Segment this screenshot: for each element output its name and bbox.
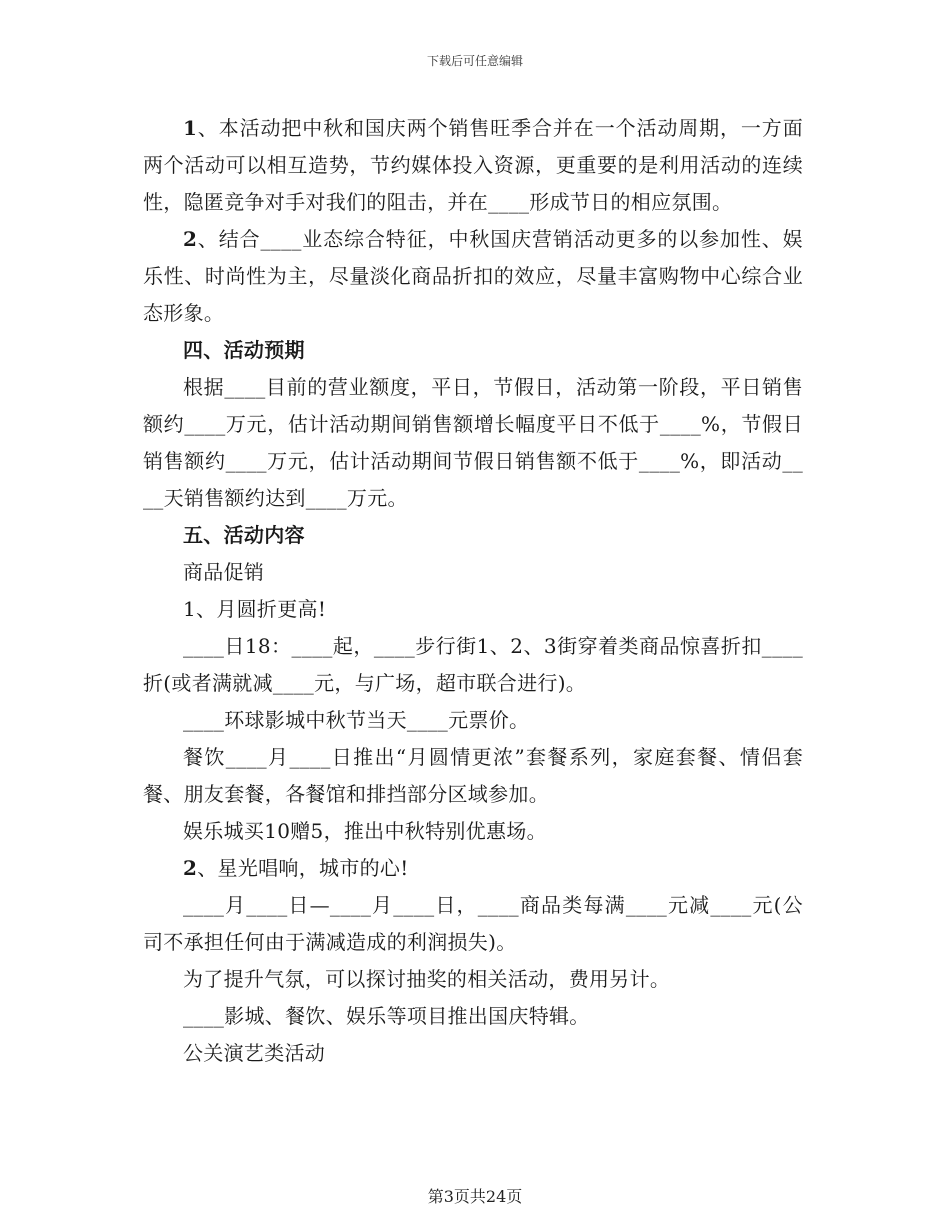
paragraph-1-number: 1 (183, 116, 198, 140)
paragraph-expectation: 根据____目前的营业额度，平日，节假日，活动第一阶段，平日销售额约____万元，估计活动期间销售额增长幅度平日不低于____%，节假日销售额约____万元，估计活动期间节假日销售额不低于____%，即活动____天销售额约达到____万元。 (143, 375, 803, 510)
item-moon-discount: 1、月圆折更高! (183, 597, 327, 621)
paragraph-dining-package: 餐饮____月____日推出“月圆情更浓”套餐系列，家庭套餐、情侣套餐、朋友套餐，各餐馆和排挡部分区域参加。 (143, 745, 803, 806)
paragraph-1-text: 、本活动把中秋和国庆两个销售旺季合并在一个活动周期，一方面两个活动可以相互造势，节约媒体投入资源，更重要的是利用活动的连续性，隐匿竞争对手对我们的阻击，并在____形成节日的相应氛围。 (143, 116, 803, 214)
paragraph-entertainment-offer: 娱乐城买10赠5，推出中秋特别优惠场。 (183, 819, 547, 843)
page-header: 下载后可任意编辑 (426, 54, 523, 68)
item-star-singing-text: 、星光唱响，城市的心! (197, 856, 409, 880)
paragraph-2 (143, 221, 803, 332)
item-star-singing-number: 2 (183, 856, 198, 880)
paragraph-2-text: 、结合____业态综合特征，中秋国庆营销活动更多的以参加性、娱乐性、时尚性为主，尽量淡化商品折扣的效应，尽量丰富购物中心综合业态形象。 (143, 227, 803, 325)
page-footer: 第3页共24页 (427, 1187, 523, 1206)
paragraph-national-special: ____影城、餐饮、娱乐等项目推出国庆特辑。 (183, 1004, 590, 1028)
paragraph-1 (143, 110, 803, 221)
subheading-product-promotion: 商品促销 (183, 560, 265, 584)
paragraph-street-discount: ____日18：____起，____步行街1、2、3街穿着类商品惊喜折扣____折(或者满就减____元，与广场，超市联合进行)。 (143, 634, 803, 695)
document-body (143, 110, 803, 1072)
paragraph-lottery: 为了提升气氛，可以探讨抽奖的相关活动，费用另计。 (183, 967, 671, 991)
paragraph-2-number: 2 (183, 227, 198, 251)
section-heading-content: 五、活动内容 (183, 523, 305, 547)
paragraph-cinema-ticket: ____环球影城中秋节当天____元票价。 (183, 708, 530, 732)
section-heading-expectation: 四、活动预期 (183, 338, 305, 362)
paragraph-spend-reduce: ____月____日—____月____日，____商品类每满____元减____元(公司不承担任何由于满减造成的利润损失)。 (143, 893, 803, 954)
item-star-singing (143, 850, 803, 887)
subheading-pr-performance: 公关演艺类活动 (183, 1041, 326, 1065)
